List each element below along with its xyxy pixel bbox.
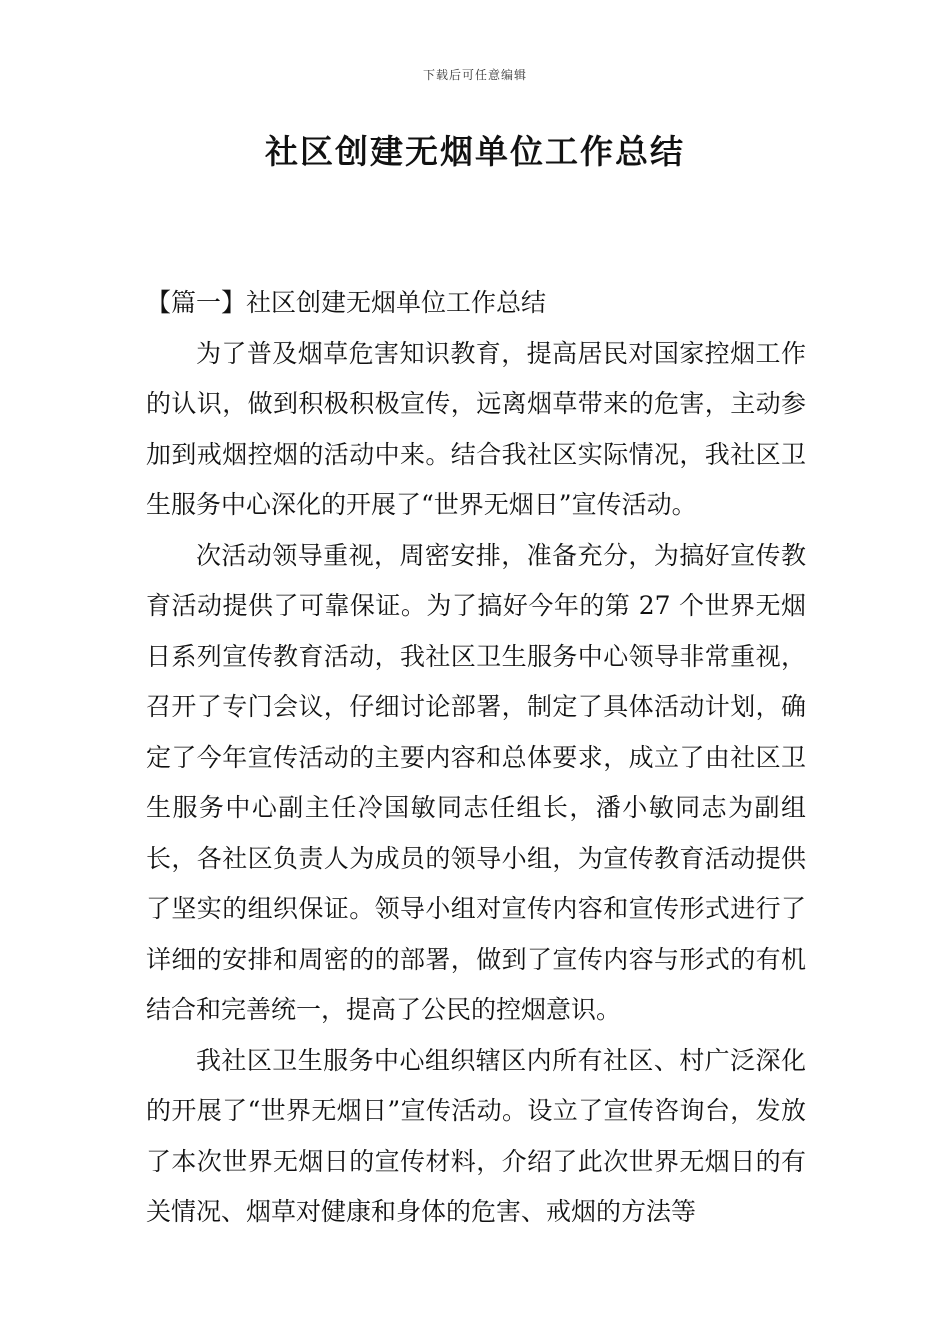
paragraph-1: 为了普及烟草危害知识教育，提高居民对国家控烟工作的认识，做到积极积极宣传，远离烟草带来的危害，主动参加到戒烟控烟的活动中来。结合我社区实际情况，我社区卫生服务中心深化的开展了“世界无烟日”宣传活动。	[146, 338, 806, 519]
paragraph-2: 次活动领导重视，周密安排，准备充分，为搞好宣传教育活动提供了可靠保证。为了搞好今年的第 27 个世界无烟日系列宣传教育活动，我社区卫生服务中心领导非常重视，召开了专门会议，仔细讨论部署，制定了具体活动计划，确定了今年宣传活动的主要内容和总体要求，成立了由社区卫生服务中心副主任冷国敏同志任组长，潘小敏同志为副组长，各社区负责人为成员的领导小组，为宣传教育活动提供了坚实的组织保证。领导小组对宣传内容和宣传形式进行了详细的安排和周密的的部署，做到了宣传内容与形式的有机结合和完善统一，提高了公民的控烟意识。	[146, 540, 806, 1024]
document-body	[146, 278, 806, 1238]
paragraph-3: 我社区卫生服务中心组织辖区内所有社区、村广泛深化的开展了“世界无烟日”宣传活动。设立了宣传咨询台，发放了本次世界无烟日的宣传材料，介绍了此次世界无烟日的有关情况、烟草对健康和身体的危害、戒烟的方法等	[146, 1045, 806, 1226]
header-note: 下载后可任意编辑	[422, 68, 527, 82]
section-heading: 【篇一】社区创建无烟单位工作总结	[146, 288, 547, 317]
document-title: 社区创建无烟单位工作总结	[265, 132, 685, 171]
